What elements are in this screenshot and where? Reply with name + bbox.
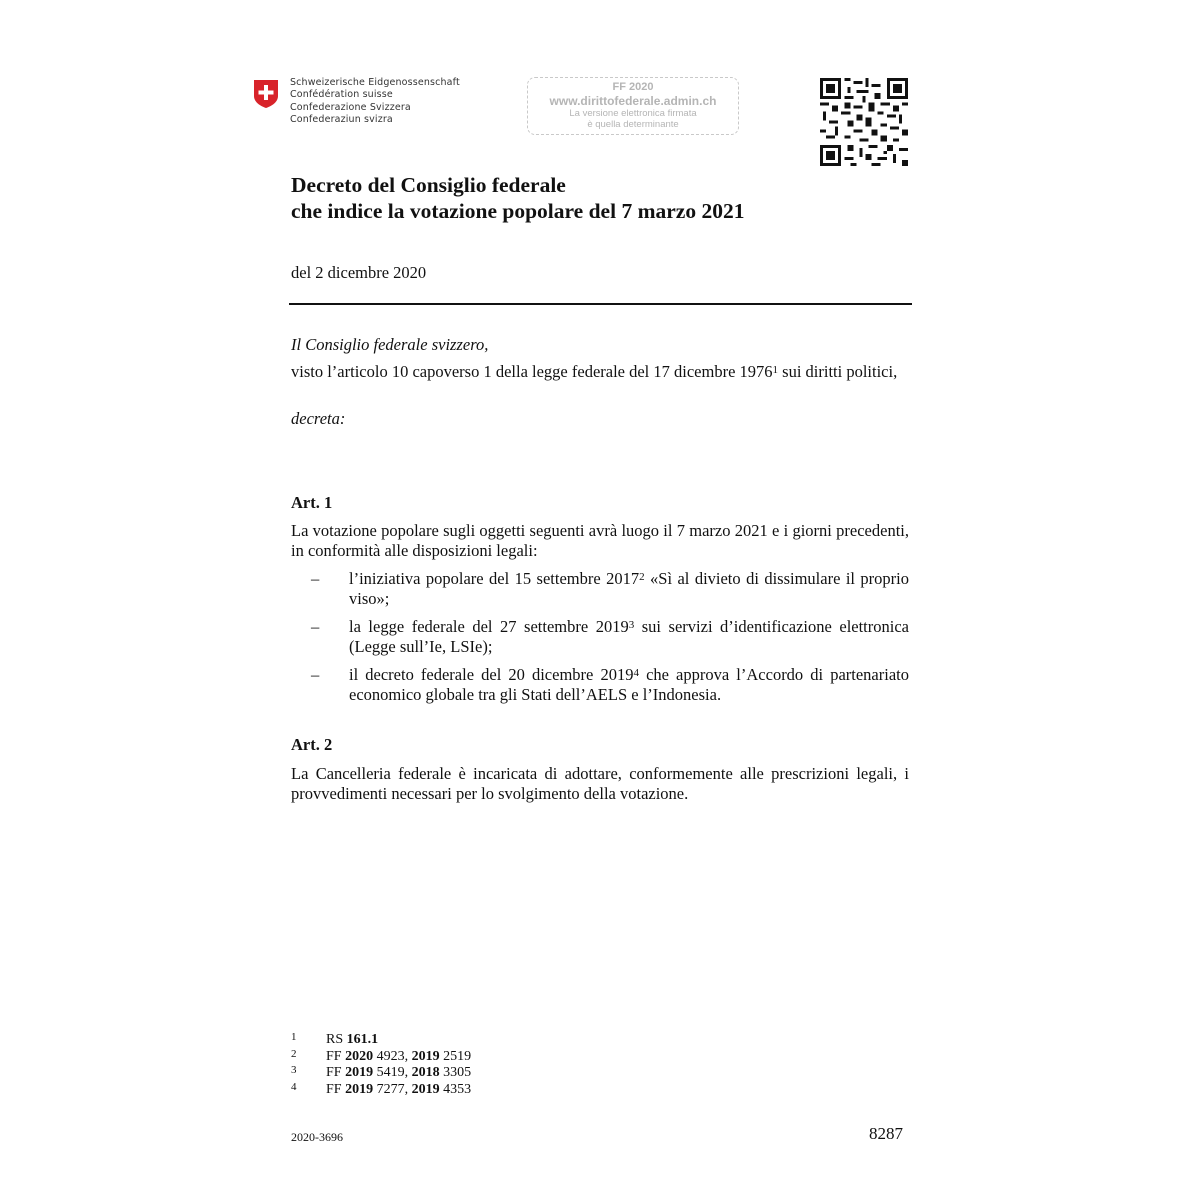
- qr-code-icon: [820, 78, 908, 166]
- list-item: [291, 569, 909, 609]
- article-2-text: La Cancelleria federale è incaricata di adottare, conformemente alle prescrizioni legali, i provvedimenti necessari per lo svolgimento della votazione.: [291, 764, 909, 803]
- stamp-ff: FF 2020: [612, 81, 654, 93]
- article-1-intro: La votazione popolare sugli oggetti seguenti avrà luogo il 7 marzo 2021 e i giorni precedenti, in conformità alle disposizioni legali:: [291, 521, 909, 560]
- footnote-number: 2: [291, 1047, 297, 1060]
- list-item: [291, 617, 909, 657]
- article-1-list: [291, 569, 909, 713]
- confederation-name-it: Confederazione Svizzera: [290, 101, 411, 113]
- footnote-ref-3[interactable]: 3: [628, 619, 635, 631]
- footnote-year: 2019: [345, 1065, 374, 1080]
- footnote-page: 7277,: [373, 1081, 412, 1097]
- title-line-2: che indice la votazione popolare del 7 marzo 2021: [291, 199, 745, 223]
- footnote-prefix: FF: [326, 1048, 346, 1064]
- footnotes: [291, 1032, 471, 1098]
- footnote: [291, 1065, 471, 1082]
- footnote: [291, 1032, 471, 1049]
- publication-stamp: [527, 77, 739, 135]
- footnote-page: 4923,: [373, 1048, 412, 1064]
- footnote-year: 2018: [411, 1065, 440, 1080]
- footnote-number: 3: [291, 1064, 297, 1076]
- footnote-ref-1[interactable]: 1: [772, 364, 779, 376]
- footnote-ref-4[interactable]: 4: [633, 667, 639, 679]
- footnote-year: 2020: [345, 1048, 374, 1064]
- footnote-page: 3305: [439, 1065, 472, 1080]
- footnote-year: 2019: [345, 1081, 374, 1097]
- footnote-prefix: FF: [326, 1081, 346, 1097]
- page-number: 8287: [869, 1124, 903, 1143]
- page-title: [291, 172, 744, 224]
- preamble-decree: decreta:: [291, 409, 346, 428]
- preamble-basis-tail: sui diritti politici,: [778, 362, 898, 381]
- list-dash: –: [311, 617, 320, 636]
- stamp-note-2: è quella determinante: [587, 119, 679, 130]
- footnote-ref-2[interactable]: 2: [639, 571, 645, 583]
- list-item-text: il decreto federale del 20 dicembre 2019: [349, 665, 634, 684]
- list-item-text: la legge federale del 27 settembre 2019: [349, 617, 629, 636]
- list-item-text-tail: sui servizi d’identificazione elettronica (Legge sull’Ie, LSIe);: [349, 617, 909, 656]
- footnote-prefix: RS: [326, 1032, 347, 1047]
- article-2-heading: Art. 2: [291, 735, 333, 754]
- footnote-ref-bold: 161.1: [346, 1032, 379, 1047]
- article-1-heading: Art. 1: [291, 493, 333, 512]
- list-item-text-tail: che approva l’Accordo di partenariato economico globale tra gli Stati dell’AELS e l’Indonesia.: [349, 665, 909, 704]
- footnote-number: 1: [291, 1031, 297, 1043]
- document-id: 2020-3696: [291, 1130, 343, 1144]
- stamp-url[interactable]: www.dirittofederale.admin.ch: [549, 94, 717, 108]
- confederation-name-rm: Confederaziun svizra: [290, 113, 393, 125]
- list-dash: –: [311, 665, 320, 684]
- stamp-note-1: La versione elettronica firmata: [569, 108, 697, 119]
- preamble-basis-text: visto l’articolo 10 capoverso 1 della legge federale del 17 dicembre 1976: [291, 362, 773, 381]
- footnote-page: 4353: [439, 1081, 472, 1097]
- list-item: [291, 665, 909, 705]
- title-line-1: Decreto del Consiglio federale: [291, 173, 566, 197]
- confederation-name-fr: Confédération suisse: [290, 89, 393, 101]
- footnote: [291, 1049, 471, 1066]
- decree-date: del 2 dicembre 2020: [291, 263, 427, 282]
- footnote-number: 4: [291, 1080, 297, 1093]
- list-item-text: l’iniziativa popolare del 15 settembre 2017: [349, 569, 640, 588]
- list-item-text-tail: «Sì al divieto di dissimulare il proprio viso»;: [349, 569, 909, 608]
- preamble-authority: Il Consiglio federale svizzero,: [291, 335, 489, 354]
- list-dash: –: [311, 569, 320, 588]
- confederation-name-de: Schweizerische Eidgenossenschaft: [290, 77, 460, 88]
- title-divider: [289, 303, 912, 305]
- footnote-page: 5419,: [373, 1065, 412, 1080]
- footnote-year: 2019: [411, 1081, 440, 1097]
- confederation-names: [290, 77, 460, 126]
- preamble-basis: [291, 362, 909, 382]
- footnote: [291, 1082, 471, 1099]
- footnote-page: 2519: [439, 1048, 472, 1064]
- footnote-prefix: FF: [326, 1065, 346, 1080]
- swiss-cross-shield-icon: [253, 79, 279, 109]
- footnote-year: 2019: [411, 1048, 440, 1064]
